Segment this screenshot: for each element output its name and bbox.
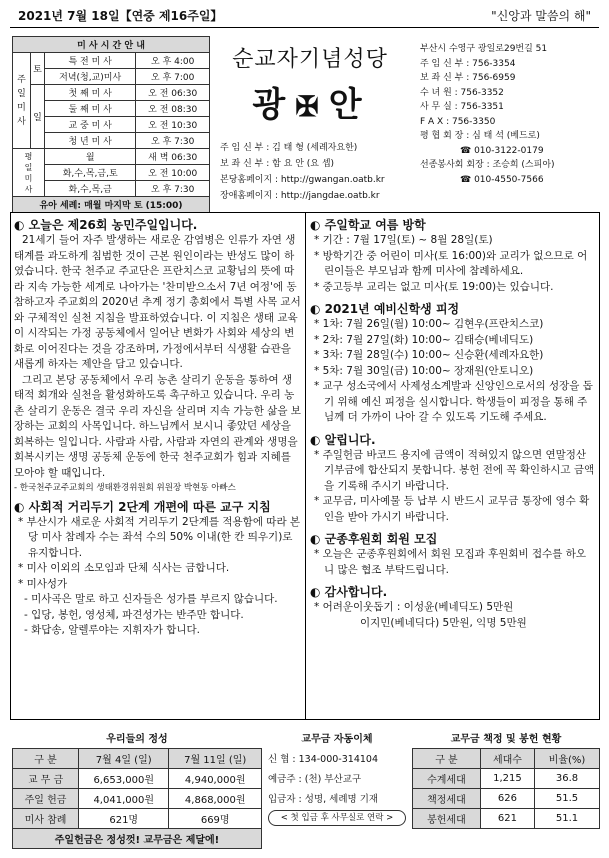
table-row: 수계세대 1,215 36.8 bbox=[413, 768, 600, 788]
contact-line: ☎ 010-4550-7566 bbox=[460, 174, 544, 185]
vacation-heading: ◐ 주일학교 여름 방학 bbox=[310, 218, 426, 232]
contact-line: F A X : 756-3350 bbox=[420, 116, 496, 127]
paragraph: 21세기 들어 자주 발생하는 새로운 감염병은 인류가 자연 생태계를 과도하게 침범한 것이 근본 원인이라는 반성도 많이 하였습니다. 한국 천주교 주교단은 프란치스코 교황님의 뜻에 따라 지속 가능한 세계로 나아가는 '찬미받으소서 7년 여정'에 동참하고자 주교회의 2020년 추계 정기 총회에서 특별 사목 교서와 구체적인 실천 지침을 발표하였습니다. 이 지침은 생태 교육이 시작되는 가정 공동체에서 일어난 변화가 사회와 세상의 변화로 이어진다는 것을 강조하며, 가정에서부터 식생활 습관을 새롭게 하자는 제안을 담고 있습니다. bbox=[14, 234, 301, 370]
homepage-link[interactable]: 본당홈페이지 : http://gwangan.oatb.kr bbox=[220, 175, 385, 185]
contact-line: 평 협 회 장 : 심 태 석 (베드로) bbox=[420, 131, 540, 141]
thanks-heading: ◐ 감사합니다. bbox=[310, 585, 388, 599]
sub-item: - 입당, 봉헌, 영성체, 파견성가는 반주만 합니다. bbox=[24, 608, 244, 621]
deposit-memo: 입금자 : 성명, 세례명 기재 bbox=[268, 794, 379, 805]
mass-name: 둘 째 미 사 bbox=[45, 101, 136, 117]
col-header: 구 분 bbox=[13, 748, 79, 768]
list-item: * 주일헌금 바코드 용지에 금액이 적혀있지 않으면 연말정산 기부금에 합산되지 못합니다. 봉헌 전에 꼭 확인하시고 금액을 기록해 주시기 바랍니다. bbox=[314, 448, 595, 492]
mass-time: 오 후 7:30 bbox=[136, 133, 210, 149]
mass-time: 오 전 08:30 bbox=[136, 101, 210, 117]
infant-baptism: 유아 세례: 매월 마지막 토 (15:00) bbox=[13, 197, 210, 213]
col-header: 7월 4일 (일) bbox=[79, 748, 169, 768]
status-title: 교무금 책정 및 봉헌 현황 bbox=[450, 734, 562, 746]
auto-transfer bbox=[268, 730, 406, 826]
table-row: 봉헌세대 621 51.1 bbox=[413, 808, 600, 828]
col-header: 구 분 bbox=[413, 748, 481, 768]
contact-line: 주 임 신 부 : 756-3354 bbox=[420, 58, 516, 69]
sunday-mass-label: 주 일 미 사 bbox=[13, 53, 31, 149]
jangdae-homepage-link[interactable]: 장애홈페이지 : http://jangdae.oatb.kr bbox=[220, 191, 380, 201]
farmer-sunday-heading: ◐ 오늘은 제26회 농민주일입니다. bbox=[14, 218, 198, 232]
mass-time: 오 전 10:00 bbox=[136, 165, 210, 181]
list-item: * 2차: 7월 27일(화) 10:00~ 김태승(베네딕도) bbox=[314, 333, 534, 346]
list-item: * 어려운이웃돕기 : 이성윤(베네딕도) 5만원 bbox=[314, 601, 514, 613]
parish-subtitle: 순교자기념성당 bbox=[232, 47, 388, 72]
list-item: * 5차: 7월 30일(금) 10:00~ 장재원(안토니오) bbox=[314, 364, 534, 377]
list-item: * 방학기간 중 어린이 미사(토 16:00)와 교리가 없으므로 어린이들은 부모님과 함께 미사에 참례하세요. bbox=[314, 249, 588, 277]
mass-name: 청 년 미 사 bbox=[45, 133, 136, 149]
transfer-title: 교무금 자동이체 bbox=[301, 734, 373, 745]
top-rule bbox=[10, 27, 599, 28]
mass-time: 오 후 7:00 bbox=[136, 69, 210, 85]
contact-line: 수 녀 원 : 756-3352 bbox=[420, 87, 504, 98]
status-table bbox=[412, 728, 600, 829]
contact-line: ☎ 010-3122-0179 bbox=[460, 145, 544, 156]
sat-label: 토 bbox=[31, 53, 45, 85]
weekday-mass-label: 평 일 미 사 bbox=[13, 149, 45, 197]
contact-line: 보 좌 신 부 : 756-6959 bbox=[420, 73, 516, 83]
list-item: * 1차: 7월 26일(월) 10:00~ 김현우(프란치스코) bbox=[314, 318, 544, 330]
col-header: 세대수 bbox=[480, 748, 534, 768]
parish-title bbox=[220, 42, 400, 126]
account-holder: 예금주 : (천) 부산교구 bbox=[268, 774, 362, 785]
sub-item: - 미사곡은 말로 하고 신자들은 성가를 부르지 않습니다. bbox=[24, 593, 278, 605]
col-header: 비율(%) bbox=[534, 748, 599, 768]
left-column bbox=[14, 215, 302, 639]
mass-time: 오 후 4:00 bbox=[136, 53, 210, 69]
mass-schedule bbox=[12, 36, 210, 213]
list-item: 이지민(베네딕다) 5만원, 익명 5만원 bbox=[360, 616, 527, 629]
parish-name: 광 ✠ 안 bbox=[252, 85, 368, 125]
mass-name: 월 bbox=[45, 149, 136, 165]
mass-name: 첫 째 미 사 bbox=[45, 85, 136, 101]
list-item: * 중고등부 교리는 없고 미사(토 19:00)는 있습니다. bbox=[314, 280, 554, 293]
mass-title: 미 사 시 간 안 내 bbox=[13, 37, 210, 53]
mass-name: 교 중 미 사 bbox=[45, 117, 136, 133]
mass-name: 저녁(청,교)미사 bbox=[45, 69, 136, 85]
right-column bbox=[310, 215, 596, 631]
pastor: 주 임 신 부 : 김 태 형 (세례자요한) bbox=[220, 143, 358, 153]
list-item: * 기간 : 7월 17일(토) ~ 8월 28일(토) bbox=[314, 234, 493, 246]
mass-name: 화,수,목,금 bbox=[45, 181, 136, 197]
col-header: 7월 11일 (일) bbox=[169, 748, 262, 768]
mass-name: 특 전 미 사 bbox=[45, 53, 136, 69]
table-row: 주일 헌금 4,041,000원 4,868,000원 bbox=[13, 788, 262, 808]
column-divider bbox=[305, 212, 306, 720]
mass-time: 새 벽 06:30 bbox=[136, 149, 210, 165]
contact-line: 사 무 실 : 756-3351 bbox=[420, 102, 504, 112]
list-item: * 미사성가 bbox=[18, 577, 68, 590]
retreat-heading: ◐ 2021년 예비신학생 피정 bbox=[310, 302, 460, 316]
mass-time: 오 전 06:30 bbox=[136, 85, 210, 101]
distancing-heading: ◐ 사회적 거리두기 2단계 개편에 따른 교구 지침 bbox=[14, 499, 271, 514]
mass-time: 오 전 10:30 bbox=[136, 117, 210, 133]
sun-label: 일 bbox=[31, 85, 45, 149]
issue-date: 2021년 7월 18일【연중 제16주일】 bbox=[18, 9, 223, 23]
cross-logo-icon: ✠ bbox=[295, 90, 325, 123]
list-item: * 미사 이외의 소모임과 단체 식사는 금합니다. bbox=[18, 562, 230, 574]
assistant-priest: 보 좌 신 부 : 함 요 안 (요 셉) bbox=[220, 159, 335, 169]
staff-info bbox=[220, 140, 385, 204]
signature: - 한국천주교주교회의 생태환경위원회 위원장 박현동 아빠스 bbox=[14, 483, 236, 493]
sub-item: - 화답송, 알렐루야는 지휘자가 합니다. bbox=[24, 624, 200, 636]
table-row: 교 무 금 6,653,000원 4,940,000원 bbox=[13, 768, 262, 788]
list-item: * 부산시가 새로운 사회적 거리두기 2단계를 적용함에 따라 본당 미사 참례자 수는 좌석 수의 50% 이내(한 칸 띄우기)로 유지합니다. bbox=[18, 515, 301, 559]
offering-note: 주일헌금은 정성껏! 교무금은 제달에! bbox=[13, 828, 262, 848]
offering-title: 우리들의 정성 bbox=[106, 734, 168, 746]
table-row: 책정세대 626 51.5 bbox=[413, 788, 600, 808]
list-item: * 오늘은 군종후원회에서 회원 모집과 후원회비 접수를 하오니 많은 협조 부탁드립니다. bbox=[314, 548, 587, 576]
notice-heading: ◐ 알립니다. bbox=[310, 432, 376, 447]
transfer-note: < 첫 입금 후 사무실로 연락 > bbox=[268, 810, 406, 826]
motto: "신앙과 말씀의 해" bbox=[491, 9, 591, 23]
address: 부산시 수영구 광일로29번길 51 bbox=[420, 44, 548, 54]
list-item: * 교구 성소국에서 사제성소계발과 신앙인으로서의 성장을 돕기 위해 예신 피정을 실시합니다. 학생들이 피정을 통해 주님께 더 가까이 나아 갈 수 있도록 기도해 주세요. bbox=[314, 380, 593, 423]
mass-time: 오 후 7:30 bbox=[136, 181, 210, 197]
bank-account: 신 협 : 134-000-314104 bbox=[268, 754, 379, 765]
contacts bbox=[420, 42, 555, 187]
mass-name: 화,수,목,금,토 bbox=[45, 165, 136, 181]
recruit-heading: ◐ 군종후원회 회원 모집 bbox=[310, 532, 438, 546]
offering-table bbox=[12, 728, 262, 849]
list-item: * 교무금, 미사예물 등 납부 시 반드시 교무금 통장에 영수 확인을 받아 가시기 바랍니다. bbox=[314, 495, 590, 523]
contact-line: 선종봉사회 회장 : 조승희 (스피아) bbox=[420, 160, 555, 170]
list-item: * 3차: 7월 28일(수) 10:00~ 신승환(세례자요한) bbox=[314, 349, 544, 361]
paragraph: 그리고 본당 공동체에서 우리 농촌 살리기 운동을 통하여 생태적 회개와 실천을 활성화하도록 촉구하고 있습니다. 우리 농촌 살리기 운동은 결국 우리 자신을 살리며 지속 가능한 삶을 보장하는 교회의 사목입니다. 하느님께서 보시니 좋았던 세상을 회복하는 일입니다. 사람과 사람, 사람과 자연의 관계와 생명을 회복시키는 생명 공동체 운동에 한국 천주교회가 힘과 지혜를 모아야 할 때입니다. bbox=[14, 373, 301, 479]
table-row: 미사 참례 621명 669명 bbox=[13, 808, 262, 828]
